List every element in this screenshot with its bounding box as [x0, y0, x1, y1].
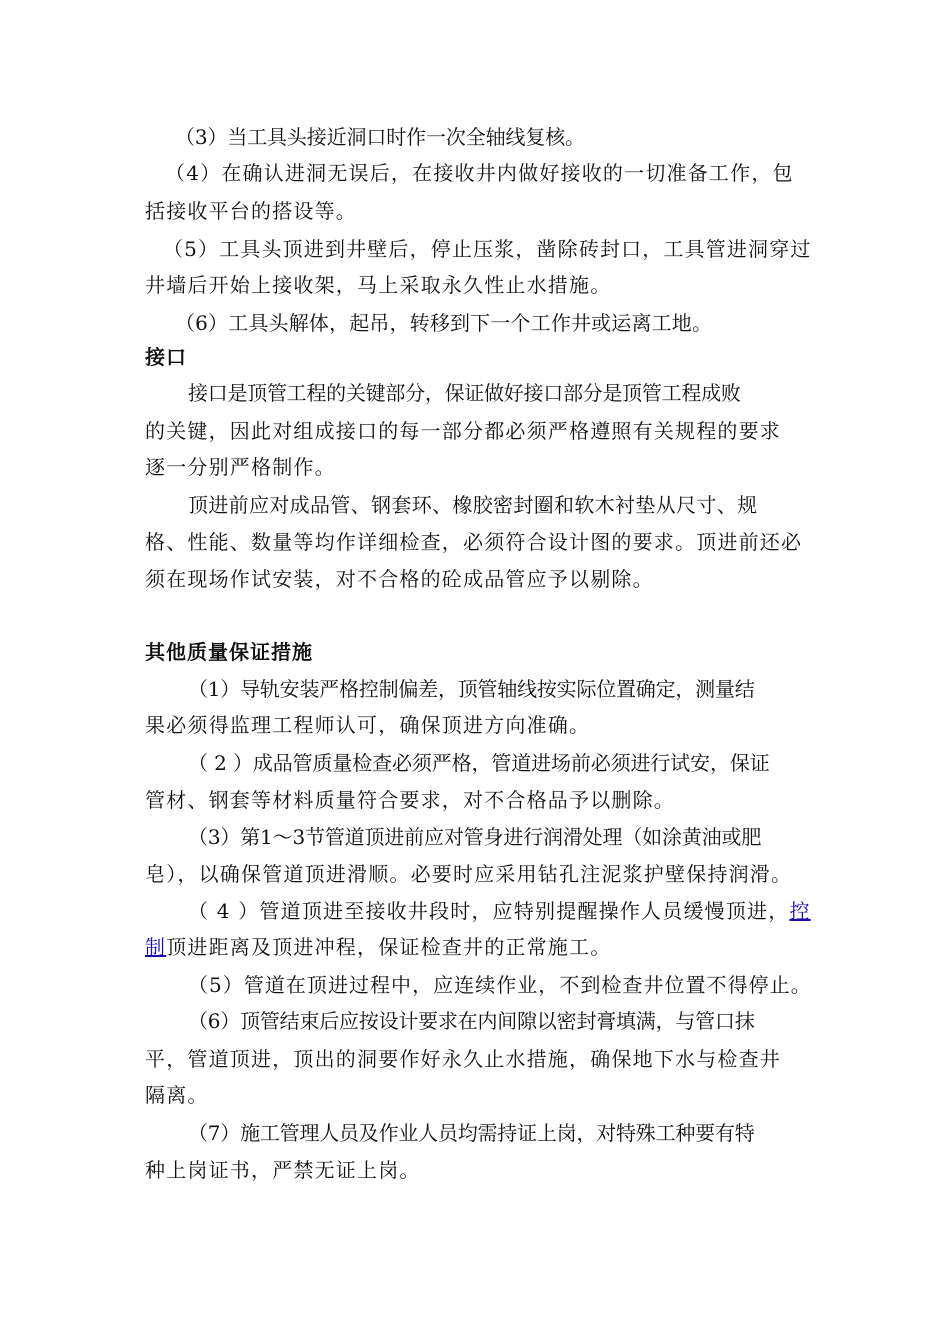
paragraph-line: 平，管道顶进，顶出的洞要作好永久止水措施，确保地下水与检查井: [145, 1047, 781, 1071]
paragraph-line: （6）顶管结束后应按设计要求在内间隙以密封膏填满，与管口抹: [188, 1009, 755, 1033]
paragraph-line: 顶进前应对成品管、钢套环、橡胶密封圈和软木衬垫从尺寸、规: [188, 493, 758, 517]
paragraph-line: （5）工具头顶进到井壁后，停止压浆，凿除砖封口，工具管进洞穿过: [163, 237, 812, 261]
paragraph-line: （7）施工管理人员及作业人员均需持证上岗，对特殊工种要有特: [188, 1121, 755, 1145]
paragraph-line: 格、性能、数量等均作详细检查，必须符合设计图的要求。顶进前还必: [145, 530, 803, 554]
paragraph-line: 接口是顶管工程的关键部分，保证做好接口部分是顶管工程成败: [188, 381, 741, 405]
control-link-part-2[interactable]: 制: [145, 935, 167, 959]
paragraph-line: 须在现场作试安装，对不合格的砼成品管应予以剔除。: [145, 567, 654, 591]
paragraph-text: 顶进距离及顶进冲程，保证检查井的正常施工。: [166, 935, 612, 959]
paragraph-line: （ 2 ）成品管质量检查必须严格，管道进场前必须进行试安，保证: [188, 751, 770, 775]
control-link-part-1[interactable]: 控: [789, 899, 811, 923]
paragraph-line: 管材、钢套等材料质量符合要求，对不合格品予以删除。: [145, 788, 675, 812]
paragraph-line: 果必须得监理工程师认可，确保顶进方向准确。: [145, 713, 591, 737]
paragraph-line: 井墙后开始上接收架，马上采取永久性止水措施。: [145, 273, 612, 297]
paragraph-line: （6）工具头解体，起吊，转移到下一个工作井或运离工地。: [175, 311, 713, 335]
paragraph-line: 括接收平台的搭设等。: [145, 199, 357, 223]
paragraph-line: （1）导轨安装严格控制偏差，顶管轴线按实际位置确定，测量结: [188, 677, 755, 701]
paragraph-line-with-link: [188, 896, 810, 926]
paragraph-line: 隔离。: [145, 1083, 209, 1107]
paragraph-text: （ 4 ）管道顶进至接收井段时，应特别提醒操作人员缓慢顶进，: [188, 899, 790, 923]
paragraph-line: （3）第1～3节管道顶进前应对管身进行润滑处理（如涂黄油或肥: [188, 825, 762, 849]
paragraph-line: 的关键，因此对组成接口的每一部分都必须严格遵照有关规程的要求: [145, 419, 781, 443]
paragraph-line: （5）管道在顶进过程中，应连续作业，不到检查井位置不得停止。: [188, 973, 812, 997]
paragraph-line: （4）在确认进洞无误后，在接收井内做好接收的一切准备工作，包: [165, 161, 794, 185]
paragraph-line: 种上岗证书，严禁无证上岗。: [145, 1158, 421, 1182]
paragraph-line-with-link: [145, 932, 810, 962]
section-heading: 其他质量保证措施: [145, 640, 313, 664]
paragraph-line: （3）当工具头接近洞口时作一次全轴线复核。: [175, 125, 585, 149]
paragraph-line: 皂），以确保管道顶进滑顺。必要时应采用钻孔注泥浆护壁保持润滑。: [145, 862, 793, 886]
section-heading: 接口: [145, 345, 187, 369]
paragraph-line: 逐一分别严格制作。: [145, 455, 336, 479]
